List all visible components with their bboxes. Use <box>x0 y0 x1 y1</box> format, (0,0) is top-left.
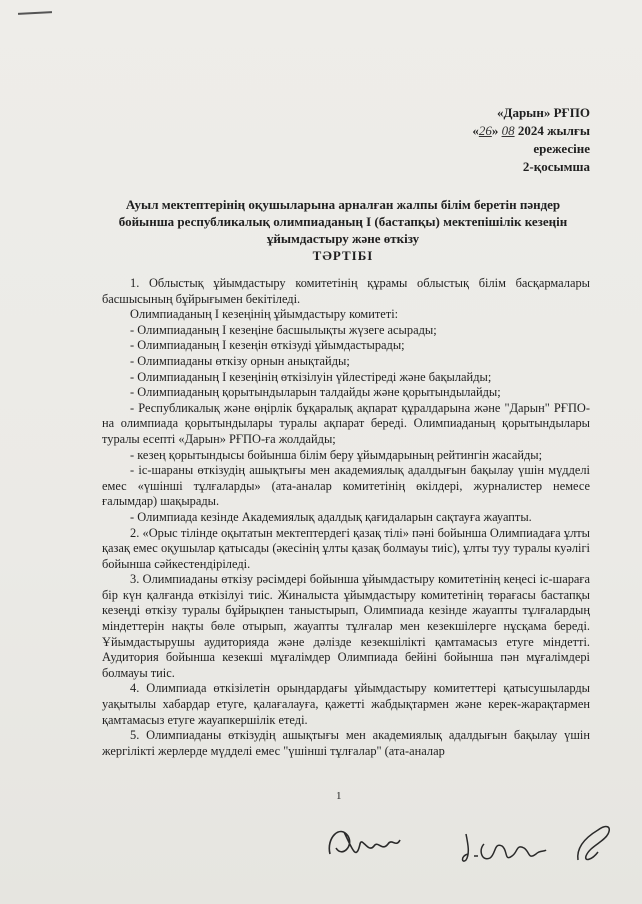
paragraph: 3. Олимпиаданы өткізу рәсімдері бойынша ұйымдастыру комитетінің кеңесі іс-шараға бір күн қалғанда өткізілуі тиіс. Жиналыста ұйымдастыру комитетінің төрағасы бастапқы кезеңді өткізу туралы бұйрықпен таныстырып, Олимпиада кезінде жауапты тұлғалардың міндеттерін нақты бөле отырып, жауапты тұлғалар мен кезекшілерге нұсқама береді. Ұйымдастырушы аудиторияда және дәлізде кезекшілікті қамтамасыз етуге міндетті. Аудитория бойынша кезекші мұғалімдер Олимпиада бейіні бойынша пән мұғалімдері болмауы тиіс. <box>102 572 590 680</box>
paragraph: 1. Облыстық ұйымдастыру комитетінің құрамы облыстық білім басқармалары басшысының бұйрығымен бекітіледі. <box>102 276 590 306</box>
paragraph: - Олимпиаданы өткізу орнын анықтайды; <box>130 353 350 368</box>
paragraph: - Олимпиаданың І кезеңіне басшылықты жүзеге асырады; <box>130 322 437 337</box>
handwritten-month: 08 <box>501 123 515 138</box>
signature-3 <box>568 816 618 866</box>
paragraph: - Олимпиада кезінде Академиялық адалдық қағидаларын сақтауға жауапты. <box>130 509 532 524</box>
document-title: Ауыл мектептерінің оқушыларына арналған жалпы білім беретін пәндер бойынша республикалық олимпиаданың І (бастапқы) мектепішілік кезеңін ұйымдастыру және өткізу ТӘРТІБІ <box>108 196 578 264</box>
pen-mark <box>18 11 52 15</box>
paragraph: - Олимпиаданың І кезеңінің өткізілуін үйлестіреді және бақылайды; <box>130 369 492 384</box>
appendix-date: «26» 08 2024 жылғы <box>472 123 590 138</box>
paragraph: 5. Олимпиаданы өткізудің ашықтығы мен академиялық адалдығын бақылау үшін жергілікті жерлерде мүдделі емес "үшінші тұлғалар" (ата-аналар <box>102 728 590 758</box>
paragraph: - іс-шараны өткізудің ашықтығы мен академиялық адалдығын бақылау үшін мүдделі емес «үшінші тұлғаларды» (ата-аналар комитетінің өкілдері, журналистер немесе ғалымдар) шақырады. <box>102 463 590 509</box>
signature-2 <box>458 826 548 870</box>
paragraph: - Олимпиаданың қорытындыларын талдайды және қорытындылайды; <box>130 385 501 400</box>
document-body <box>102 276 590 759</box>
paragraph: Олимпиаданың І кезеңінің ұйымдастыру комитеті: <box>130 307 399 322</box>
title-order: ТӘРТІБІ <box>312 248 374 263</box>
signature-1 <box>322 818 402 868</box>
appendix-line4: 2-қосымша <box>522 159 590 174</box>
page-number: 1 <box>336 790 342 802</box>
paragraph: - Олимпиаданың І кезеңін өткізуді ұйымдастырады; <box>130 338 405 353</box>
paragraph: - Республикалық және өңірлік бұқаралық ақпарат құралдарына және "Дарын" РҒПО-на олимпиада қорытындылары туралы ақпарат береді. Олимпиаданың қорытындылары туралы есепті «Дарын» РҒПО-ға жолдайды; <box>102 400 590 446</box>
paragraph: 2. «Орыс тілінде оқытатын мектептердегі қазақ тілі» пәні бойынша Олимпиадаға ұлты қазақ емес оқушылар қатысады (әкесінің ұлты қазақ болмауы тиіс), ұлты туу туралы куәлігі бойынша сәйкестендіріледі. <box>102 525 590 571</box>
handwritten-day: 26 <box>478 123 492 138</box>
paragraph: 4. Олимпиада өткізілетін орындардағы ұйымдастыру комитеттері қатысушыларды уақытылы хабардар етуге, қалағалауға, қажетті жабдықтармен және керек-жарақтармен қамтамасыз етуге жауапкершілік етеді. <box>102 681 590 727</box>
appendix-org: «Дарын» РҒПО <box>497 105 590 120</box>
paragraph: - кезең қорытындысы бойынша білім беру ұйымдарының рейтингін жасайды; <box>130 447 543 462</box>
appendix-header <box>472 104 590 176</box>
appendix-line3: ережесіне <box>533 141 590 156</box>
